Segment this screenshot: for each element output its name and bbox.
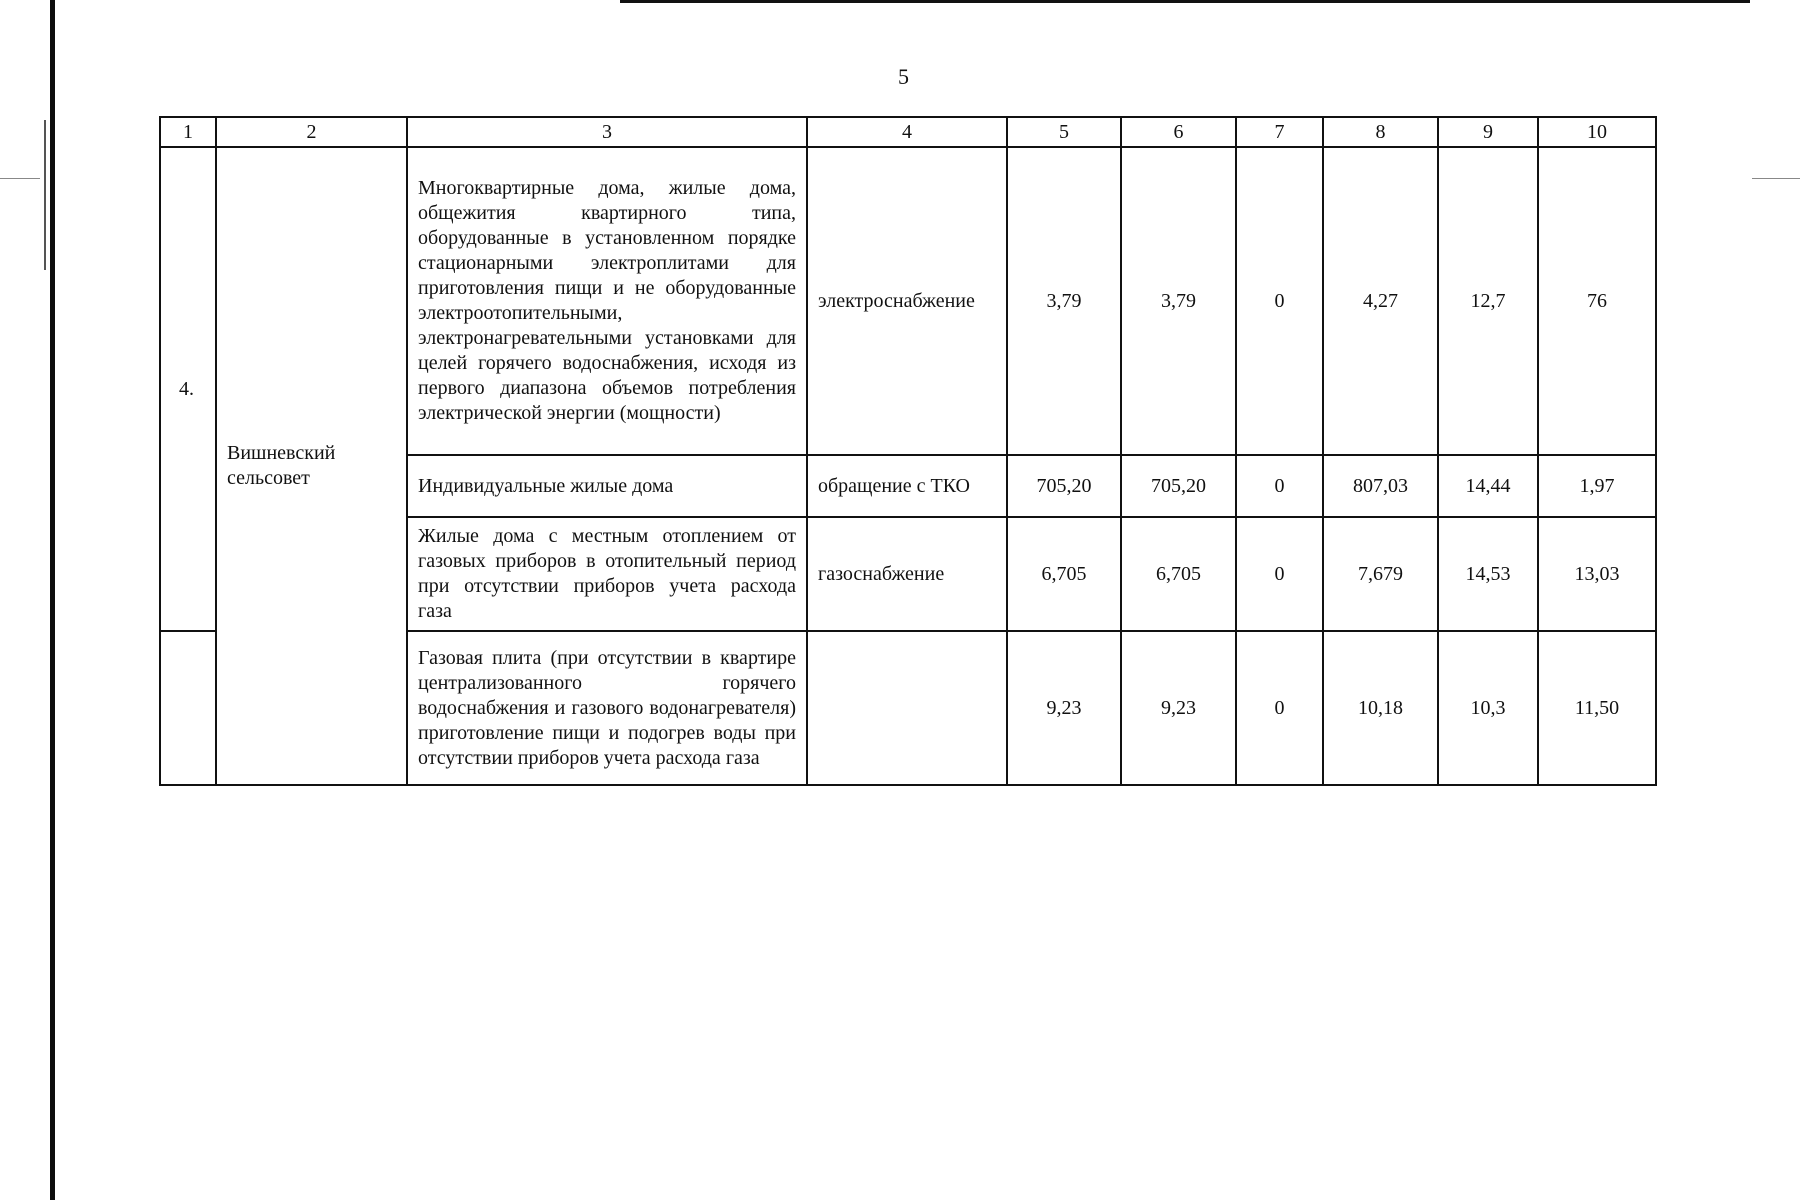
value-cell: 3,79 xyxy=(1121,147,1236,455)
consumer-description: Индивидуальные жилые дома xyxy=(407,455,807,517)
column-header: 8 xyxy=(1323,117,1438,147)
value-cell: 10,18 xyxy=(1323,631,1438,785)
page-number: 5 xyxy=(898,64,909,89)
value-cell: 14,53 xyxy=(1438,517,1538,631)
table-row xyxy=(160,147,1656,455)
locality-name: Вишневский сельсовет xyxy=(216,147,407,785)
column-header: 9 xyxy=(1438,117,1538,147)
service-type: обращение с ТКО xyxy=(807,455,1007,517)
column-header: 4 xyxy=(807,117,1007,147)
service-type: электроснабжение xyxy=(807,147,1007,455)
column-header: 3 xyxy=(407,117,807,147)
value-cell: 1,97 xyxy=(1538,455,1656,517)
value-cell: 0 xyxy=(1236,631,1323,785)
value-cell: 7,679 xyxy=(1323,517,1438,631)
value-cell: 9,23 xyxy=(1007,631,1121,785)
value-cell: 13,03 xyxy=(1538,517,1656,631)
value-cell: 0 xyxy=(1236,147,1323,455)
column-header: 10 xyxy=(1538,117,1656,147)
consumer-description: Многоквартирные дома, жилые дома, общежития квартирного типа, оборудованные в установленном порядке стационарными электроплитами для приготовления пищи и не оборудованные электроотопительными, электронагревательными установками для целей горячего водоснабжения, исходя из первого диапазона объемов потребления электрической энергии (мощности) xyxy=(407,147,807,455)
tariff-table xyxy=(159,116,1657,786)
value-cell: 705,20 xyxy=(1007,455,1121,517)
column-header: 6 xyxy=(1121,117,1236,147)
section-number: 4. xyxy=(160,147,216,631)
consumer-description: Жилые дома с местным отоплением от газовых приборов в отопительный период при отсутствии приборов учета расхода газа xyxy=(407,517,807,631)
column-header: 2 xyxy=(216,117,407,147)
service-type xyxy=(807,631,1007,785)
value-cell: 0 xyxy=(1236,455,1323,517)
scan-edge-left xyxy=(50,0,55,1200)
consumer-description: Газовая плита (при отсутствии в квартире централизованного горячего водоснабжения и газового водонагревателя) приготовление пищи и подогрев воды при отсутствии приборов учета расхода газа xyxy=(407,631,807,785)
service-type: газоснабжение xyxy=(807,517,1007,631)
value-cell: 76 xyxy=(1538,147,1656,455)
value-cell: 4,27 xyxy=(1323,147,1438,455)
value-cell: 3,79 xyxy=(1007,147,1121,455)
value-cell: 11,50 xyxy=(1538,631,1656,785)
scan-mark xyxy=(1752,178,1800,179)
value-cell: 6,705 xyxy=(1121,517,1236,631)
table-header-row xyxy=(160,117,1656,147)
value-cell: 10,3 xyxy=(1438,631,1538,785)
empty-number-cell xyxy=(160,631,216,785)
scan-edge-left-shadow xyxy=(44,120,46,270)
value-cell: 9,23 xyxy=(1121,631,1236,785)
value-cell: 705,20 xyxy=(1121,455,1236,517)
column-header: 7 xyxy=(1236,117,1323,147)
value-cell: 14,44 xyxy=(1438,455,1538,517)
scan-edge-top xyxy=(620,0,1750,3)
value-cell: 12,7 xyxy=(1438,147,1538,455)
column-header: 5 xyxy=(1007,117,1121,147)
scan-mark xyxy=(0,178,40,179)
value-cell: 807,03 xyxy=(1323,455,1438,517)
column-header: 1 xyxy=(160,117,216,147)
value-cell: 6,705 xyxy=(1007,517,1121,631)
value-cell: 0 xyxy=(1236,517,1323,631)
